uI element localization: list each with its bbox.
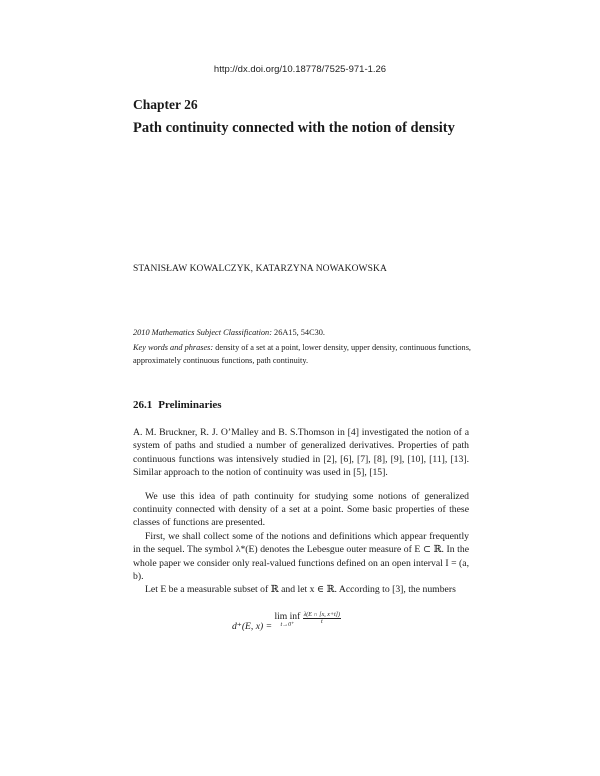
keywords-label: Key words and phrases: xyxy=(133,343,214,352)
formula-numerator: λ(E ∩ [x, x+t]) xyxy=(303,612,341,618)
chapter-title: Path continuity connected with the notion of density xyxy=(133,120,455,136)
section-heading xyxy=(133,399,222,411)
msc-classification xyxy=(133,327,471,340)
section-number: 26.1 xyxy=(133,399,153,411)
formula-lhs: d⁺(E, x) = xyxy=(232,621,275,632)
formula-operator xyxy=(274,612,300,630)
msc-label: 2010 Mathematics Subject Classification: xyxy=(133,328,272,337)
formula-liminf: lim inf xyxy=(274,611,301,622)
keywords-value: density of a set at a point, lower density, upper density, continuous functions, approximately continuous functions, path continuity. xyxy=(133,343,472,365)
msc-value: 26A15, 54C30. xyxy=(271,328,325,337)
paragraph: We use this idea of path continuity for studying some notions of generalized continuity connected with density of a set at a point. Some basic properties of these classes of functions are presented. xyxy=(133,490,469,529)
chapter-label: Chapter 26 xyxy=(133,97,198,112)
formula-limit-sub: t→0⁺ xyxy=(280,622,295,628)
section-title: Preliminaries xyxy=(158,399,222,411)
formula-denominator: t xyxy=(321,619,323,625)
paragraph: A. M. Bruckner, R. J. O’Malley and B. S.Thomson in [4] investigated the notion of a system of paths and studied a number of generalized derivatives. Properties of path continuous functions was intensively studied in [2], [6], [7], [8], [9], [10], [11], [13]. Similar approach to the notion of continuity was used in [5], [15]. xyxy=(133,427,469,479)
doi-link[interactable]: http://dx.doi.org/10.18778/7525-971-1.26 xyxy=(213,64,387,75)
paragraph: First, we shall collect some of the notions and definitions which appear frequently in the sequel. The symbol λ*(E) denotes the Lebesgue outer measure of E ⊂ ℝ. In the whole paper we consider only real-valued functions defined on an open interval I = (a, b). xyxy=(133,530,469,583)
density-formula xyxy=(232,612,341,632)
formula-fraction xyxy=(303,612,341,625)
paragraph: Let E be a measurable subset of ℝ and let x ∈ ℝ. According to [3], the numbers xyxy=(145,584,456,596)
keywords xyxy=(133,341,471,367)
authors: STANISŁAW KOWALCZYK, KATARZYNA NOWAKOWSKA xyxy=(133,264,387,274)
body-text xyxy=(133,426,469,597)
